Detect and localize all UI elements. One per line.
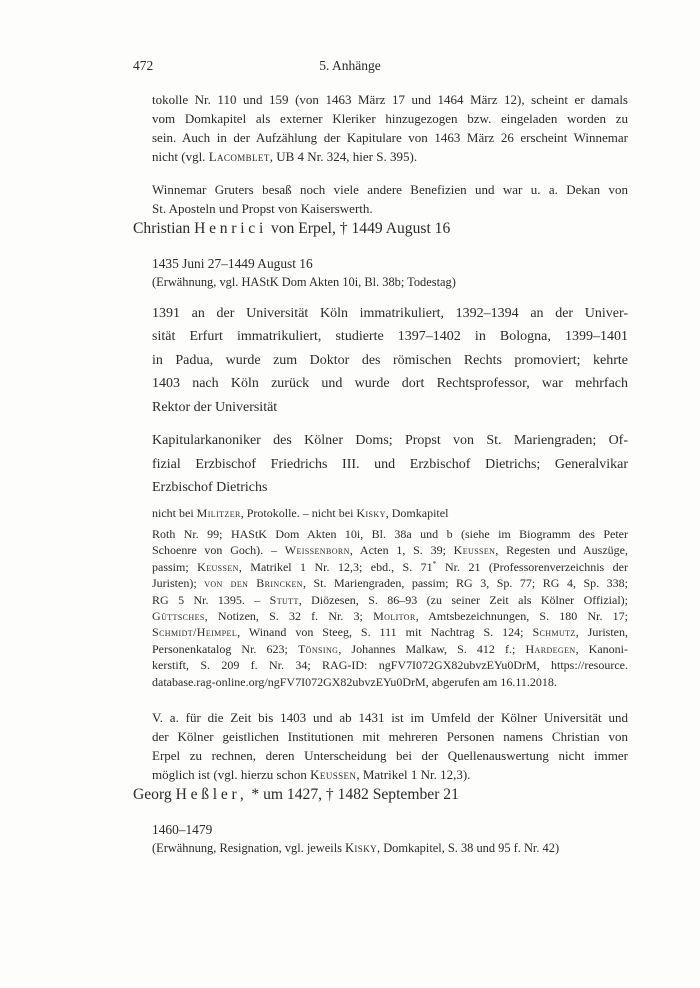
text-line: möglich ist (vgl. hierzu schon Keussen, Matrikel 1 Nr. 12,3). [152, 766, 471, 782]
text-line: 1460–1479 [152, 821, 213, 837]
page-number: 472 [133, 58, 154, 73]
paragraph-protocols-continuation [152, 90, 628, 166]
text-line: RG 5 Nr. 1395. – Stutt, Diözesen, S. 86–93 (zu seiner Zeit als Kölner Offizial); [152, 592, 629, 607]
heading-christian-henrici [133, 218, 628, 240]
text-line: (Erwähnung, Resignation, vgl. jeweils Kisky, Domkapitel, S. 38 und 95 f. Nr. 42) [152, 840, 560, 855]
paragraph-offices [152, 429, 628, 500]
entry-dates-source-henrici [152, 274, 628, 292]
entry-dates-source-hessler [152, 840, 628, 858]
paragraph-not-in-registers [152, 505, 628, 521]
text-line: tokolle Nr. 110 und 159 (von 1463 März 17 und 1464 März 12), scheint er damals [152, 92, 628, 107]
text-line: (Erwähnung, vgl. HAStK Dom Akten 10i, Bl. 38b; Todestag) [152, 275, 456, 289]
text-line: kerstift, S. 209 f. Nr. 34; RAG-ID: ngFV7I072GX82ubvzEYu0DrM, https://resource. [152, 658, 628, 673]
page-header [133, 56, 628, 76]
text-line: nicht (vgl. Lacomblet, UB 4 Nr. 324, hier S. 395). [152, 149, 418, 164]
heading-georg-hessler [133, 784, 628, 806]
running-title: 5. Anhänge [319, 58, 381, 73]
text-line: Juristen); von den Brincken, St. Mariengraden, passim; RG 3, Sp. 77; RG 4, Sp. 338; [152, 576, 628, 591]
content-blocks [133, 90, 628, 857]
text-line: St. Aposteln und Propst von Kaiserswerth. [152, 201, 373, 216]
text-line: Georg Heßler, * um 1427, † 1482 September 21 [133, 785, 459, 803]
text-line: Kapitularkanoniker des Kölner Doms; Propst von St. Mariengraden; Of- [152, 433, 628, 448]
paragraph-university-career [152, 302, 628, 420]
paragraph-disambiguation-note [152, 708, 628, 784]
text-line: passim; Keussen, Matrikel 1 Nr. 12,3; ebd., S. 71* Nr. 21 (Professorenverzeichnis der [152, 558, 628, 574]
text-line: Roth Nr. 99; HAStK Dom Akten 10i, Bl. 38a und b (siehe im Biogramm des Peter [152, 526, 628, 541]
text-line: in Padua, wurde zum Doktor des römischen Rechts promoviert; kehrte [152, 352, 628, 368]
text-line: Schoenre von Goch). – Weissenborn, Acten 1, S. 39; Keussen, Regesten und Auszüge, [152, 543, 629, 558]
text-line: vom Domkapitel als externer Kleriker hinzugezogen bzw. eingeladen worden zu [152, 111, 628, 126]
text-line: Schmidt/Heimpel, Winand von Steeg, S. 111 mit Nachtrag S. 124; Schmutz, Juristen, [152, 625, 628, 640]
text-line: Erzbischof Dietrichs [152, 480, 268, 495]
text-line: nicht bei Militzer, Protokolle. – nicht bei Kisky, Domkapitel [152, 505, 449, 520]
text-line: Christian Henrici von Erpel, † 1449 August 16 [133, 220, 451, 237]
entry-dates-henrici [152, 254, 628, 274]
text-line: 1391 an der Universität Köln immatrikuliert, 1392–1394 an der Univer- [152, 305, 628, 321]
text-line: sität Erfurt immatrikuliert, studierte 1397–1402 in Bologna, 1399–1401 [152, 329, 628, 344]
text-line: Winnemar Gruters besaß noch viele andere Benefizien und war u. a. Dekan von [152, 182, 628, 197]
text-line: Personenkatalog Nr. 623; Tönsing, Johannes Malkaw, S. 412 f.; Hardegen, Kanoni- [152, 641, 628, 656]
text-line: Güttsches, Notizen, S. 32 f. Nr. 3; Molitor, Amtsbezeichnungen, S. 180 Nr. 17; [152, 608, 628, 623]
text-line: Rektor der Universität [152, 399, 278, 415]
text-line: database.rag-online.org/ngFV7I072GX82ubvzEYu0DrM, abgerufen am 16.11.2018. [152, 674, 557, 689]
text-line: V. a. für die Zeit bis 1403 und ab 1431 ist im Umfeld der Kölner Universität und [152, 709, 628, 725]
text-line: der Kölner geistlichen Institutionen mit mehreren Personen namens Christian von [152, 728, 628, 744]
entry-dates-hessler [152, 820, 628, 840]
text-line: 1435 Juni 27–1449 August 16 [152, 256, 313, 271]
text-line: sein. Auch in der Aufzählung der Kapitulare von 1463 März 26 erscheint Winnemar [152, 130, 628, 145]
text-line: Erpel zu rechnen, deren Unterscheidung bei der Quellenauswertung nicht immer [152, 747, 628, 763]
paragraph-winnemar-benefices [152, 180, 628, 218]
paragraph-bibliography [152, 526, 628, 690]
text-line: 1403 nach Köln zurück und wurde dort Rechtsprofessor, war mehrfach [152, 376, 628, 391]
text-line: fizial Erzbischof Friedrichs III. und Erzbischof Dietrichs; Generalvikar [152, 456, 628, 472]
